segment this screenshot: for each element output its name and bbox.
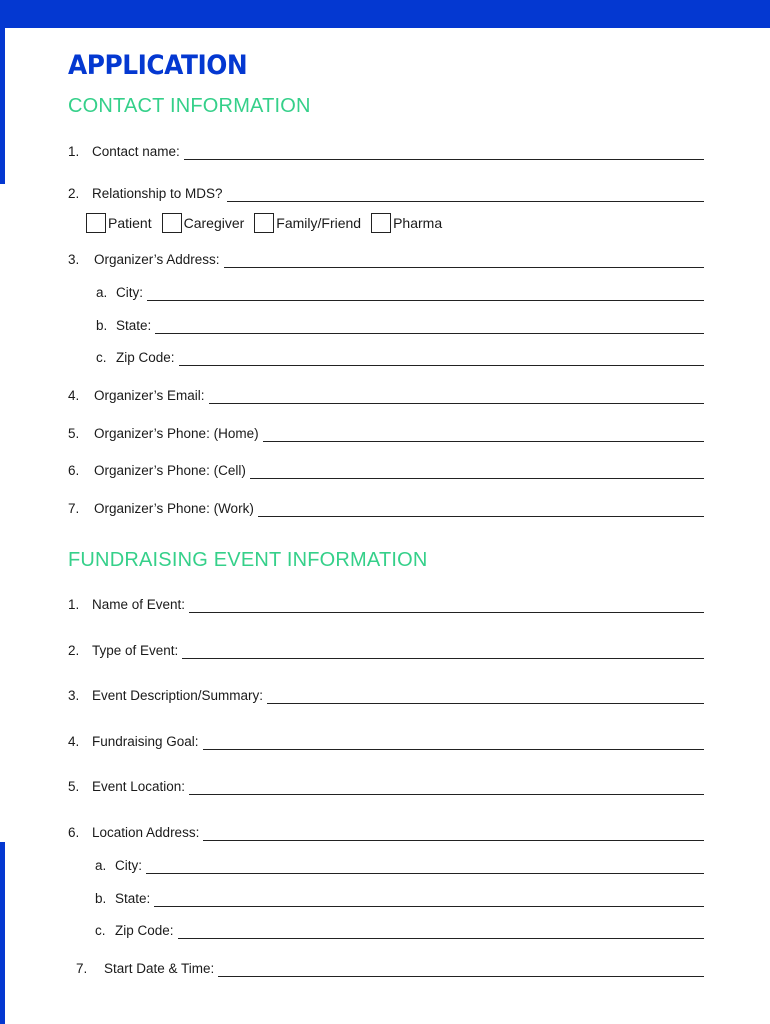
zip-label: Zip Code: [115, 923, 174, 938]
item-number: 4. [68, 734, 80, 749]
option-pharma[interactable] [371, 213, 442, 233]
item-number: 4. [68, 388, 80, 403]
organizer-city-row [96, 283, 704, 301]
item-number: 6. [68, 463, 80, 478]
organizer-email-label: Organizer’s Email: [94, 388, 205, 403]
event-type-row [68, 641, 704, 659]
location-address-row [68, 823, 704, 841]
city-label: City: [115, 858, 142, 873]
checkbox-caregiver[interactable] [162, 213, 182, 233]
start-date-row [76, 959, 704, 977]
option-label: Patient [108, 215, 152, 231]
phone-home-field[interactable] [263, 429, 704, 442]
event-zip-row [95, 921, 704, 939]
start-date-label: Start Date & Time: [104, 961, 215, 976]
phone-cell-field[interactable] [250, 466, 704, 479]
event-name-row [68, 595, 704, 613]
organizer-zip-row [96, 348, 704, 366]
organizer-email-field[interactable] [209, 391, 704, 404]
item-letter: a. [96, 285, 108, 300]
fundraising-goal-field[interactable] [203, 737, 704, 750]
organizer-city-field[interactable] [147, 288, 704, 301]
item-number: 2. [68, 186, 80, 201]
event-description-label: Event Description/Summary: [92, 688, 264, 703]
item-number: 3. [68, 252, 80, 267]
event-location-field[interactable] [189, 782, 704, 795]
event-state-row [95, 889, 704, 907]
zip-label: Zip Code: [116, 350, 175, 365]
phone-work-label: Organizer’s Phone: (Work) [94, 501, 254, 516]
event-state-field[interactable] [154, 894, 704, 907]
item-number: 5. [68, 426, 80, 441]
organizer-address-field[interactable] [224, 255, 704, 268]
checkbox-family-friend[interactable] [254, 213, 274, 233]
left-accent-bar-bottom [0, 842, 5, 1024]
event-location-row [68, 777, 704, 795]
event-type-label: Type of Event: [92, 643, 179, 658]
state-label: State: [116, 318, 152, 333]
state-label: State: [115, 891, 151, 906]
phone-work-field[interactable] [258, 504, 704, 517]
option-label: Family/Friend [276, 215, 362, 231]
event-city-row [95, 856, 704, 874]
top-accent-bar [0, 0, 770, 28]
event-section-heading: FUNDRAISING EVENT INFORMATION [68, 549, 428, 571]
event-type-field[interactable] [182, 646, 704, 659]
contact-section-heading: CONTACT INFORMATION [68, 95, 311, 117]
item-number: 1. [68, 597, 80, 612]
option-family-friend[interactable] [254, 213, 361, 233]
organizer-email-row [68, 386, 704, 404]
left-accent-bar-top [0, 28, 5, 184]
item-letter: c. [96, 350, 107, 365]
location-address-field[interactable] [203, 828, 704, 841]
option-label: Pharma [393, 215, 443, 231]
item-number: 5. [68, 779, 80, 794]
relationship-label: Relationship to MDS? [92, 186, 223, 201]
event-name-field[interactable] [189, 600, 704, 613]
event-city-field[interactable] [146, 861, 704, 874]
option-patient[interactable] [86, 213, 152, 233]
contact-name-label: Contact name: [92, 144, 180, 159]
location-address-label: Location Address: [92, 825, 200, 840]
event-description-row [68, 686, 704, 704]
city-label: City: [116, 285, 143, 300]
event-zip-field[interactable] [178, 926, 704, 939]
phone-home-row [68, 424, 704, 442]
item-number: 7. [68, 501, 80, 516]
phone-cell-label: Organizer’s Phone: (Cell) [94, 463, 246, 478]
item-letter: a. [95, 858, 107, 873]
item-number: 2. [68, 643, 80, 658]
item-number: 7. [76, 961, 88, 976]
item-letter: b. [96, 318, 108, 333]
item-number: 3. [68, 688, 80, 703]
organizer-state-field[interactable] [155, 321, 704, 334]
organizer-address-row [68, 250, 704, 268]
page-title: APPLICATION [68, 50, 248, 81]
checkbox-pharma[interactable] [371, 213, 391, 233]
contact-name-row [68, 142, 704, 160]
item-number: 1. [68, 144, 80, 159]
contact-name-field[interactable] [184, 147, 704, 160]
option-label: Caregiver [183, 215, 245, 231]
organizer-zip-field[interactable] [179, 353, 704, 366]
relationship-row [68, 184, 704, 202]
phone-home-label: Organizer’s Phone: (Home) [94, 426, 259, 441]
item-letter: b. [95, 891, 107, 906]
fundraising-goal-row [68, 732, 704, 750]
phone-cell-row [68, 461, 704, 479]
option-caregiver[interactable] [162, 213, 245, 233]
relationship-field[interactable] [227, 189, 704, 202]
item-number: 6. [68, 825, 80, 840]
event-name-label: Name of Event: [92, 597, 186, 612]
fundraising-goal-label: Fundraising Goal: [92, 734, 199, 749]
organizer-address-label: Organizer’s Address: [94, 252, 220, 267]
phone-work-row [68, 499, 704, 517]
item-letter: c. [95, 923, 106, 938]
checkbox-patient[interactable] [86, 213, 106, 233]
organizer-state-row [96, 316, 704, 334]
start-date-field[interactable] [218, 964, 704, 977]
relationship-options [86, 213, 452, 233]
event-description-field[interactable] [267, 691, 704, 704]
event-location-label: Event Location: [92, 779, 186, 794]
